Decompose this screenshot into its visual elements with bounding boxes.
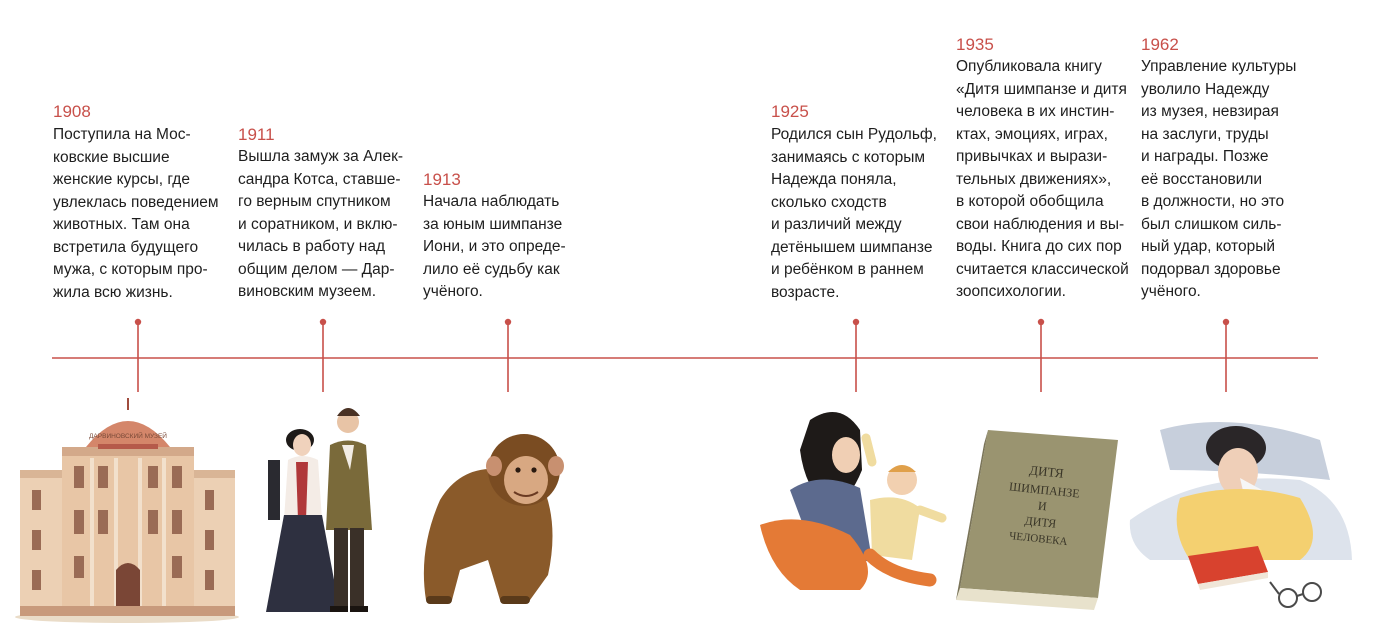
timeline-marker-1962 xyxy=(1223,319,1229,392)
event-year-1935: 1935 xyxy=(956,35,994,54)
svg-text:ЧЕЛОВЕКА: ЧЕЛОВЕКА xyxy=(1008,529,1069,549)
event-text-1911: Вышла замуж за Алек- сандра Котса, ставше- го верным спутником и соратником, и вклю- чилась в работу над общим делом — Дар- виновским музеем. xyxy=(238,148,404,300)
event-year-1908: 1908 xyxy=(53,102,91,121)
svg-text:И: И xyxy=(1037,498,1048,514)
event-text-1935: Опубликовала книгу «Дитя шимпанзе и дитя человека в их инстин- ктах, эмоциях, играх, привычках и вырази- тельных движениях», в которой обобщила свои наблюдения и вы- воды. Книга до сих пор считается классической зоопсихологии. xyxy=(956,58,1129,300)
event-year-1925: 1925 xyxy=(771,102,809,121)
event-text-1962: Управление культуры уволило Надежду из музея, невзирая на заслуги, труды и награды. Позже её восстановили в должности, но это был слишком силь- ный удар, который подорвал здоровье учёного. xyxy=(1141,58,1297,300)
building-sign: ДАРВИНОВСКИЙ МУЗЕЙ xyxy=(89,433,167,440)
timeline-marker-1935 xyxy=(1038,319,1044,392)
book-illustration xyxy=(956,430,1118,610)
event-text-1925: Родился сын Рудольф, занимаясь с которым Надежда поняла, сколько сходств и различий между детёнышем шимпанзе и ребёнком в раннем возрасте. xyxy=(771,126,937,301)
event-text-1908: Поступила на Мос- ковские высшие женские курсы, где увлеклась поведением животных. Там она встретила будущего мужа, с которым про- жила всю жизнь. xyxy=(53,126,219,301)
event-year-1962: 1962 xyxy=(1141,35,1179,54)
chimpanzee-illustration xyxy=(424,434,564,604)
mother-and-child-illustration xyxy=(760,412,942,590)
timeline-marker-1913 xyxy=(505,319,511,392)
museum-building-illustration xyxy=(15,398,239,623)
woman-in-bed-illustration xyxy=(1130,422,1352,607)
svg-text:ДИТЯ: ДИТЯ xyxy=(1028,462,1065,481)
event-year-1911: 1911 xyxy=(238,125,275,144)
svg-text:ДИТЯ: ДИТЯ xyxy=(1023,513,1057,531)
svg-text:ШИМПАНЗЕ: ШИМПАНЗЕ xyxy=(1008,479,1081,501)
couple-illustration xyxy=(266,408,372,612)
timeline-marker-1911 xyxy=(320,319,326,392)
event-text-1913: Начала наблюдать за юным шимпанзе Иони, и это опреде- лило её судьбу как учёного. xyxy=(423,193,566,300)
event-year-1913: 1913 xyxy=(423,170,461,189)
timeline-marker-1908 xyxy=(135,319,141,392)
timeline-marker-1925 xyxy=(853,319,859,392)
